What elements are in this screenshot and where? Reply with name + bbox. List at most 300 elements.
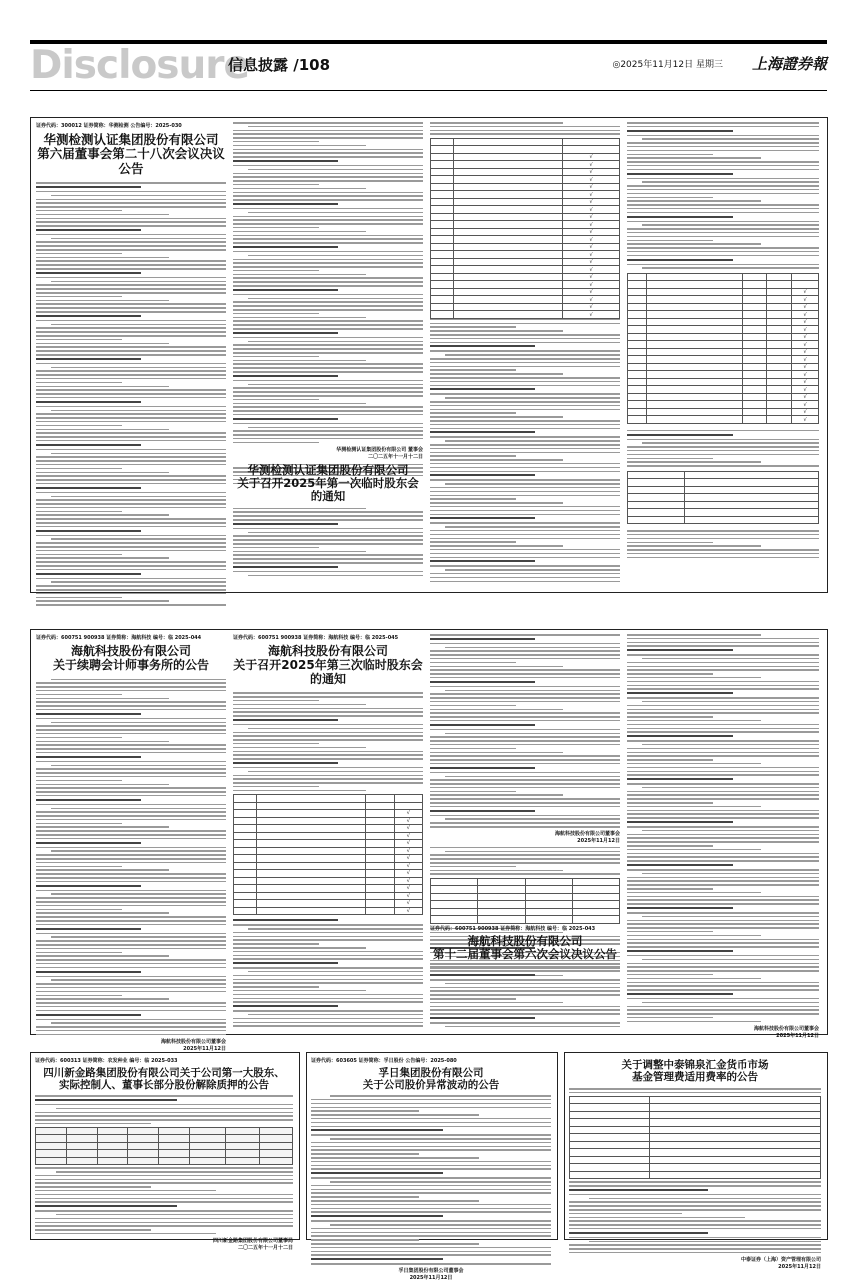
table-cell <box>431 296 454 304</box>
table-cell <box>97 1127 128 1135</box>
text-line <box>311 1247 551 1249</box>
text-line <box>311 1220 551 1222</box>
text-line <box>36 1006 226 1008</box>
text-line <box>430 658 620 660</box>
table-cell <box>431 886 478 894</box>
text-line <box>430 541 516 543</box>
table-cell <box>478 878 525 886</box>
text-line <box>233 562 423 564</box>
text-line <box>36 206 226 208</box>
text-line <box>36 593 226 595</box>
text-line <box>627 542 713 544</box>
table-row <box>628 509 819 517</box>
text-line <box>569 1244 821 1246</box>
table-cell <box>628 471 685 479</box>
text-line <box>35 1182 293 1184</box>
table-cell <box>226 1127 259 1135</box>
subheading-line <box>430 388 535 390</box>
text-line <box>627 970 819 972</box>
text-line <box>642 1002 819 1004</box>
text-line <box>627 767 819 769</box>
table-cell <box>742 348 767 356</box>
text-line <box>233 130 423 132</box>
text-line <box>36 374 226 376</box>
text-line <box>430 495 620 497</box>
table-cell <box>453 176 563 184</box>
text-line <box>430 716 620 718</box>
table-cell <box>685 471 819 479</box>
table-cell <box>256 840 366 848</box>
text-line <box>569 1181 821 1183</box>
notice-title-line: 第六届董事会第二十八次会议决议公告 <box>37 146 225 176</box>
text-line <box>627 169 819 171</box>
text-line <box>627 912 819 914</box>
text-line <box>36 780 122 782</box>
body-text <box>311 1095 551 1265</box>
text-line <box>35 1186 151 1188</box>
table-cell <box>431 183 454 191</box>
text-line <box>311 1200 479 1202</box>
text-line <box>36 331 226 333</box>
table-cell <box>431 236 454 244</box>
table-row <box>431 296 620 304</box>
table-cell <box>159 1150 190 1158</box>
text-line <box>248 971 423 973</box>
text-line <box>445 690 620 692</box>
text-line <box>569 1194 821 1196</box>
text-line <box>430 436 620 438</box>
text-line <box>35 1119 293 1121</box>
table-row <box>628 363 819 371</box>
table-cell <box>628 501 685 509</box>
text-line <box>36 600 169 602</box>
table-row <box>234 877 423 885</box>
text-line <box>233 947 366 949</box>
text-line <box>311 1118 551 1120</box>
text-line <box>36 604 226 606</box>
table-cell <box>647 281 743 289</box>
text-line <box>233 551 366 553</box>
table-cell <box>478 893 525 901</box>
text-line <box>36 526 226 528</box>
text-line <box>36 514 169 516</box>
text-line <box>430 791 516 793</box>
table-cell <box>647 326 743 334</box>
table-cell <box>431 198 454 206</box>
text-line <box>627 877 819 879</box>
text-line <box>627 677 761 679</box>
text-line <box>36 1010 226 1012</box>
text-line <box>430 565 620 567</box>
subheading-line <box>430 681 535 683</box>
text-line <box>627 204 819 206</box>
table-cell <box>190 1157 226 1165</box>
table-cell <box>650 1164 821 1172</box>
signature-date: 2025年11月12日 <box>183 1045 226 1052</box>
text-line <box>233 208 423 210</box>
text-line <box>627 236 819 238</box>
body-text <box>233 508 423 576</box>
subheading-line <box>430 431 535 433</box>
text-line <box>233 539 423 541</box>
subheading-line <box>36 272 141 274</box>
table-cell: √ <box>792 311 819 319</box>
table-cell <box>563 146 620 154</box>
text-line <box>36 955 169 957</box>
subheading-line <box>627 434 733 436</box>
table-cell: √ <box>563 198 620 206</box>
subheading-line <box>430 474 535 476</box>
text-line <box>233 511 423 513</box>
text-line <box>430 779 620 781</box>
text-line <box>445 776 620 778</box>
text-line <box>627 264 819 266</box>
table-cell <box>685 501 819 509</box>
text-line <box>430 662 516 664</box>
text-line <box>311 1107 551 1109</box>
text-line <box>311 1103 551 1105</box>
table-cell <box>572 893 619 901</box>
notice-title-line: 关于续聘会计师事务所的公告 <box>52 657 209 672</box>
text-line <box>36 819 226 821</box>
text-line <box>36 838 226 840</box>
text-line <box>627 240 713 242</box>
text-line <box>36 210 122 212</box>
hna-egm-notice <box>233 634 423 1029</box>
text-line <box>248 728 423 730</box>
text-line <box>233 313 319 315</box>
table-cell: √ <box>792 288 819 296</box>
text-line <box>627 939 819 941</box>
text-line <box>627 662 819 664</box>
text-line <box>642 787 819 789</box>
text-line <box>627 752 819 754</box>
subheading-line <box>430 1017 535 1019</box>
table-cell <box>742 311 767 319</box>
table-cell <box>234 900 257 908</box>
text-line <box>233 571 423 573</box>
proposal-table-column <box>430 122 620 584</box>
table-cell <box>742 386 767 394</box>
text-line <box>430 350 620 352</box>
text-line <box>430 428 620 430</box>
text-line <box>36 737 122 739</box>
table-cell <box>570 1141 650 1149</box>
text-line <box>233 708 423 710</box>
table-cell <box>453 258 563 266</box>
table-cell <box>628 371 647 379</box>
table-cell <box>525 893 572 901</box>
text-line <box>36 335 226 337</box>
text-line <box>51 808 226 810</box>
table-cell <box>628 326 647 334</box>
text-line <box>233 180 423 182</box>
text-line <box>36 202 226 204</box>
text-line <box>233 277 423 279</box>
text-line <box>56 1214 293 1216</box>
text-line <box>36 303 226 305</box>
text-line <box>627 920 819 922</box>
table-row <box>570 1171 821 1179</box>
subheading-line <box>36 842 141 844</box>
subheading-line <box>233 418 338 420</box>
text-line <box>36 905 226 907</box>
table-cell <box>570 1119 650 1127</box>
table-cell <box>628 303 647 311</box>
table-cell <box>685 509 819 517</box>
subheading-line <box>311 1215 443 1217</box>
table-cell <box>742 288 767 296</box>
text-line <box>36 991 226 993</box>
text-line <box>36 741 169 743</box>
text-line <box>233 195 423 197</box>
text-line <box>642 873 819 875</box>
text-line <box>233 344 423 346</box>
table-cell: √ <box>563 296 620 304</box>
text-line <box>233 305 423 307</box>
table-cell <box>628 401 647 409</box>
text-line <box>248 384 423 386</box>
body-text <box>627 634 819 1022</box>
table-cell <box>647 348 743 356</box>
text-line <box>569 1088 821 1090</box>
table-cell <box>366 877 394 885</box>
text-line <box>627 978 761 980</box>
table-cell <box>628 378 647 386</box>
text-line <box>233 262 423 264</box>
text-line <box>430 794 563 796</box>
text-line <box>36 234 226 236</box>
text-line <box>36 963 226 965</box>
text-line <box>36 288 226 290</box>
table-row <box>431 191 620 199</box>
table-cell <box>256 892 366 900</box>
table-cell <box>431 311 454 319</box>
subheading-line <box>430 974 535 976</box>
text-line <box>311 1232 551 1234</box>
text-line <box>36 249 226 251</box>
text-line <box>627 465 819 467</box>
table-cell <box>234 795 257 803</box>
notice-meta: 证券代码：600751 900938 证券简称：海航科技 编号：临 2025-045 <box>233 635 399 641</box>
text-line <box>233 958 423 960</box>
text-line <box>36 499 226 501</box>
table-cell <box>628 341 647 349</box>
table-cell <box>685 479 819 487</box>
table-cell <box>628 494 685 502</box>
table-cell <box>628 509 685 517</box>
text-line <box>627 888 713 890</box>
text-line <box>36 804 226 806</box>
text-line <box>233 399 319 401</box>
notice-title-line: 华测检测认证集团股份有限公司 <box>43 132 219 147</box>
signature-company: 海航科技股份有限公司董事会 <box>753 1025 819 1032</box>
table-row <box>628 479 819 487</box>
text-line <box>330 1224 551 1226</box>
table-cell <box>650 1126 821 1134</box>
text-line <box>430 416 563 418</box>
table-row <box>431 206 620 214</box>
text-line <box>233 317 366 319</box>
fund-info-table <box>569 1096 821 1180</box>
table-cell <box>767 303 792 311</box>
text-line <box>627 142 819 144</box>
table-row <box>431 168 620 176</box>
table-cell <box>366 870 394 878</box>
text-line <box>233 943 319 945</box>
text-line <box>330 1138 551 1140</box>
table-cell <box>572 916 619 924</box>
text-line <box>430 772 620 774</box>
subheading-line <box>35 1205 177 1207</box>
table-row <box>431 281 620 289</box>
text-line <box>233 747 366 749</box>
text-line <box>430 748 516 750</box>
text-line <box>36 729 226 731</box>
text-line <box>233 356 319 358</box>
notice-title-line: 第十二届董事会第六次会议决议公告 <box>433 947 617 962</box>
text-line <box>233 434 423 436</box>
table-cell <box>685 516 819 524</box>
text-line <box>430 970 620 972</box>
text-line <box>36 253 122 255</box>
table-cell <box>647 296 743 304</box>
table-cell <box>66 1150 97 1158</box>
table-cell <box>742 273 767 281</box>
table-cell <box>366 817 394 825</box>
signature-company: 海航科技股份有限公司董事会 <box>160 1038 226 1045</box>
table-cell <box>234 847 257 855</box>
table-cell <box>767 386 792 394</box>
table-cell <box>259 1142 292 1150</box>
text-line <box>430 712 620 714</box>
body-text <box>627 122 819 269</box>
subheading-line <box>627 173 733 175</box>
text-line <box>311 1146 551 1148</box>
subheading-line <box>430 767 535 769</box>
text-line <box>627 638 819 640</box>
subheading-line <box>233 719 338 721</box>
text-line <box>36 776 226 778</box>
text-line <box>430 720 620 722</box>
text-line <box>627 989 819 991</box>
text-line <box>569 1213 682 1215</box>
text-line <box>233 547 319 549</box>
text-line <box>430 557 620 559</box>
section-title: 信息披露 /108 <box>228 56 331 74</box>
table-cell <box>767 296 792 304</box>
text-line <box>430 330 563 332</box>
table-cell <box>572 886 619 894</box>
table-cell: √ <box>394 855 422 863</box>
signature-date: 2025年11月12日 <box>776 1032 819 1039</box>
text-line <box>627 771 819 773</box>
text-line <box>233 692 423 694</box>
text-line <box>569 1237 821 1239</box>
notice-title-line: 华测检测认证集团股份有限公司 <box>247 463 409 477</box>
text-line <box>627 817 819 819</box>
subheading-line <box>569 1232 708 1234</box>
text-line <box>36 1026 226 1028</box>
table-row <box>628 386 819 394</box>
table-cell <box>394 802 422 810</box>
text-line <box>627 946 819 948</box>
text-line <box>36 877 226 879</box>
text-line <box>233 955 423 957</box>
text-line <box>233 184 319 186</box>
table-cell <box>767 326 792 334</box>
table-cell <box>66 1157 97 1165</box>
table-cell <box>453 251 563 259</box>
table-cell: √ <box>394 862 422 870</box>
table-row <box>431 908 620 916</box>
text-line <box>36 475 226 477</box>
text-line <box>627 255 819 257</box>
text-line <box>430 420 620 422</box>
table-cell <box>256 870 366 878</box>
text-line <box>36 578 226 580</box>
text-line <box>36 421 226 423</box>
table-cell <box>792 273 819 281</box>
table-cell <box>767 341 792 349</box>
text-line <box>36 479 226 481</box>
table-cell <box>628 486 685 494</box>
table-row <box>431 258 620 266</box>
text-line <box>311 1126 551 1128</box>
table-cell <box>226 1142 259 1150</box>
text-line <box>569 1205 821 1207</box>
table-cell <box>742 296 767 304</box>
table-cell <box>431 206 454 214</box>
text-line <box>430 669 620 671</box>
text-line <box>36 983 226 985</box>
table-row <box>628 516 819 524</box>
table-cell <box>256 900 366 908</box>
table-cell <box>366 795 394 803</box>
text-line <box>36 830 226 832</box>
table-row <box>234 892 423 900</box>
table-row <box>628 281 819 289</box>
text-line <box>36 561 226 563</box>
text-line <box>36 881 226 883</box>
table-cell <box>478 916 525 924</box>
table-cell <box>628 479 685 487</box>
text-line <box>311 1099 551 1101</box>
text-line <box>627 446 819 448</box>
hna-auditor-notice <box>36 634 226 1052</box>
text-line <box>627 927 819 929</box>
table-row <box>628 303 819 311</box>
table-cell <box>366 907 394 915</box>
table-cell <box>431 266 454 274</box>
table-row <box>431 311 620 319</box>
table-cell <box>628 333 647 341</box>
text-line <box>36 440 226 442</box>
table-cell <box>366 840 394 848</box>
table-cell <box>767 288 792 296</box>
table-cell: √ <box>792 356 819 364</box>
table-cell <box>431 916 478 924</box>
text-line <box>430 701 620 703</box>
signature-company: 海航科技股份有限公司董事会 <box>554 830 620 837</box>
table-cell <box>742 393 767 401</box>
text-line <box>35 1123 151 1125</box>
text-line <box>233 1022 423 1024</box>
subheading-line <box>36 358 141 360</box>
text-line <box>430 740 620 742</box>
table-cell: √ <box>394 825 422 833</box>
text-line <box>36 511 122 513</box>
